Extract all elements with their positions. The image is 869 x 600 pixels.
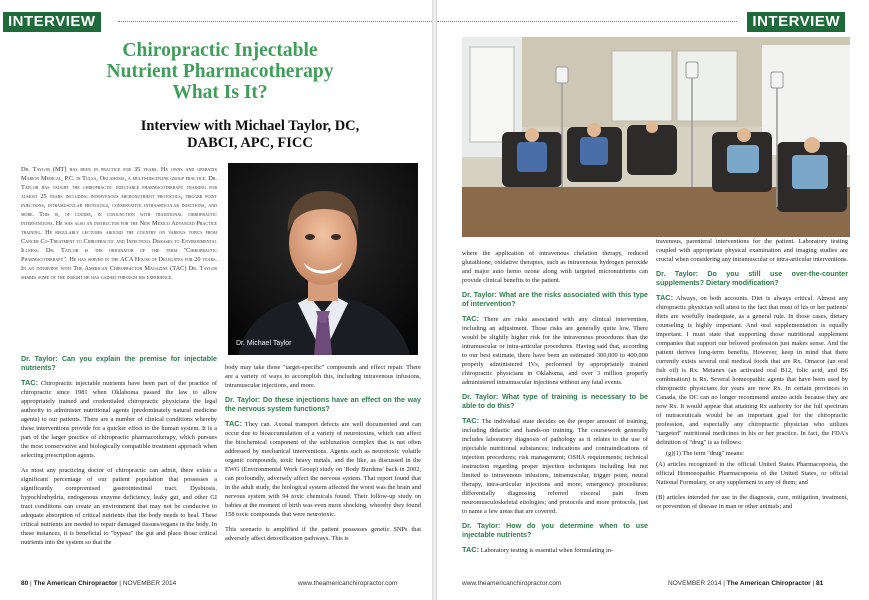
left-column-2 (225, 363, 421, 549)
infusion-room-illustration (462, 37, 850, 237)
portrait-caption: Dr. Michael Taylor (236, 340, 292, 347)
portrait-illustration (228, 163, 418, 355)
footer-left: 80 | The American Chiropractor | NOVEMBER 2014 (21, 580, 177, 587)
tac-label: TAC: (462, 545, 480, 554)
tac-label: TAC: (225, 419, 243, 428)
right-column-1 (462, 249, 648, 561)
title-line-1: Chiropractic Injectable (122, 40, 318, 61)
answer-5-text: Laboratory testing is essential when formulating in- (480, 547, 614, 554)
author-intro: Dr. Taylor (MT) has been in practice for 35 years. He owns and operates Marion Medical, P.C. in Tulsa, Oklahoma, a multi-discipline group practice. Dr. Taylor has taught the chiropractic injectable pharmacotherapy training for almost 25 years including intravenous micronutrient protocols, trigger point injections, intramuscular protocols, conservative intraarticular injections, and more. This is, of course, in conjunction with traditional chiropractic interventions. He was also an instructor for the New Mexico Advanced Practice training. He regularly lectures around the country on various topics from Cancer Co-Treatment to Chiropractic and Infectious Diseases to Environmental Illness. Dr. Taylor is the originator of the term "Chiropractic Pharmacotherapy". He has served in the ACA House of Delegates for 20 years. In an interview with The American Chiropractor Magazine (TAC) Dr. Taylor shares some of the insight he has gained through his experience. (21, 166, 217, 281)
question-4: Dr. Taylor: What type of training is necessary to be able to do this? (462, 393, 648, 410)
tac-label: TAC: (462, 314, 480, 323)
subtitle-line-1: Interview with Michael Taylor, DC, (140, 118, 360, 134)
article-title (60, 40, 380, 103)
answer-2 (225, 419, 421, 519)
paragraph-snps: This scenario is amplified if the patient possesses genetic SNPs that adversely affect detoxification pathways. This is (225, 526, 421, 542)
issue-date-left: NOVEMBER 2014 (122, 580, 177, 587)
answer-2-text: They can. Axonal transport defects are well documented and can occur due to bioaccumulation of a variety of neurotoxins, which can affect the biochemical component of the subluxation complex that is not often addressed by mechanical interventions. Agents such as neurotoxic volatile organic compounds, toxic heavy metals, and the like, as discussed in the EWG (Environmental Work Group) study on 'Body Burdens' back in 2002, can profoundly, adversely affect the nervous system. That report found that in the adult study, the biological system affected the worst was the brain and nervous system with 94 toxic chemicals found. Their follow-up study on babies at the moment of birth was even more shocking, whereby they found 158 toxic compounds that were neurotoxic. (225, 421, 421, 518)
paragraph-chelation: where the application of intravenous chelation therapy, reduced glutathione, oxidative therapies, such as intravenous hydrogen peroxide and major auto hemo ozone along with targeted micronutrients can provide clinical benefits to the patient. (462, 250, 648, 284)
title-line-2: Nutrient Pharmacotherapy (106, 61, 334, 82)
portrait-photo (228, 163, 418, 355)
magazine-name-right: The American Chiropractor (726, 580, 811, 587)
fda-definition-a: (A) articles recognized in the official United States Pharmacopoeia, the official Homoeopathic Pharmacopoeia of the United States, or official National Formulary, or any supplement to any of them; and (656, 461, 848, 486)
answer-4-text: The individual state decides on the proper amount of training, including didactic and hands-on training. The coursework generally includes laboratory diagnosis of pathology as it relates to the use of injectable nutritional substances; indications and contraindications of injection procedures; risk management; OSHA requirements; technical instruction regarding proper injection techniques including but not limited to intravenous infusions, intramuscular, trigger point, neural therapy, intra-articular injections and more; emergency procedures; differentially diagnosing referred visceral pain from neuromusculoskeletal etiologies; and protocols and more protocols, just to name a few areas that are covered. (462, 418, 649, 515)
question-3: Dr. Taylor: What are the risks associated with this type of intervention? (462, 291, 648, 308)
interview-tag-right: INTERVIEW (747, 12, 845, 32)
footer-url-right[interactable]: www.theamericanchiropractor.com (462, 580, 562, 587)
answer-3 (462, 314, 648, 387)
footer-right: NOVEMBER 2014 | The American Chiropractor | 81 (668, 580, 824, 587)
answer-1 (21, 378, 217, 460)
left-page (0, 0, 432, 600)
footer-url-left[interactable]: www.theamericanchiropractor.com (298, 580, 398, 587)
paragraph-repair: body may take those "target-specific" compounds and effect repair. There are a variety of ways to accomplish this, including intravenous infusions, intramuscular injections, and more. (225, 364, 421, 389)
question-5: Dr. Taylor: How do you determine when to use injectable nutrients? (462, 522, 648, 539)
answer-5 (462, 545, 648, 555)
tac-label: TAC: (656, 293, 674, 302)
question-6: Dr. Taylor: Do you still use over-the-counter supplements? Dietary modification? (656, 270, 848, 287)
answer-6 (656, 293, 848, 447)
answer-1-text: Chiropractic injectable nutrients have been part of the practice of chiropractic since 1981 when Oklahoma passed the law to allow appropriately trained and credentialed chiropractic physicians the legal authority to administer nutritional agents (predominately natural medicine agents) to our patients. There are a number of clinical conditions whereby these interventions provide for a quicker effect to the human system. It is a part of the larger practice of chiropractic pharmacotherapy, which pursues the most conservative and biologically compatible treatment approach when selecting prescription agents. (21, 380, 217, 459)
tag-rule-left (118, 21, 432, 22)
title-line-3: What Is It? (172, 82, 268, 103)
fda-definition-intro: (g)(1) The term "drug" means: (666, 450, 744, 457)
tac-label: TAC: (21, 378, 39, 387)
tac-label: TAC: (462, 416, 480, 425)
page-number-left: 80 (21, 580, 29, 587)
paragraph-gut: As most any practicing doctor of chiropractic can admit, there exists a significant percentage of our patient population that possesses a significantly compromised gastrointestinal tract. Dysbiosis, hypochlorhydria, endogenous enzyme deficiency, leaky gut, and other GI tract conditions can create an environment that may not be conducive to adequate absorption of critical nutrients that the body needs to heal. These critical nutrients are needed to repair damaged tissues/organs in the body. In these instances, it is beneficial to "bypass" the gut and place those critical nutrients into the system so that the (21, 467, 217, 546)
question-1: Dr. Taylor: Can you explain the premise for injectable nutrients? (21, 355, 217, 372)
infusion-room-photo (462, 37, 850, 237)
page-number-right: 81 (816, 580, 824, 587)
paragraph-lab-testing: travenous, parenteral interventions for the patient. Laboratory testing coupled with appropriate physical examination and imaging studies are crucial when considering any intramuscular or intra-articular interventions. (656, 238, 849, 263)
answer-6-text: Always, on both accounts. Diet is always critical. Almost any chiropractic physician will attest to the fact that most of his or her patients' diets are woefully inadequate, as a general rule. In those cases, dietary counseling is highly important. And oral supplementation is equally important. I must state that supporting those nutritional supplement companies that support our beloved profession just makes sense. And the patient derives long-term benefits. However, keep in mind that there currently exists several oral medical foods that are Rx. Omacor (an oral fish oil) is Rx. Metanex (an activated oral B12, folic acid, and B6 combination) is Rx. Several homeopathic agents that have been used by chiropractic physicians for years are now Rx. In certain provinces in Canada, the DC can no longer recommend amino acids because they are now Rx. It would appear that attaining Rx authority for the full spectrum of nutraceuticals would be an important goal for the chiropractic profession, and especially any chiropractic physician who utilizes "targeted" nutritional medicines in his or her practice. In fact, the FDA's definition of "drug" is as follows: (656, 295, 848, 446)
right-column-2 (656, 237, 848, 517)
subtitle-line-2: DABCI, APC, FICC (187, 135, 313, 151)
answer-4 (462, 416, 648, 516)
question-2: Dr. Taylor: Do these injections have an effect on the way the nervous system functions? (225, 396, 421, 413)
answer-3-text: There are risks associated with any clinical intervention, including an adjustment. Those risks are generally quite low. There would be slightly higher risk for the intravenous procedures than the intramuscular or intra-articular procedures. Having said that, according to our best estimate, there have been an estimated 300,000 to 400,000 properly administered IVs, performed by appropriately trained chiropractic physicians in Oklahoma, and over 3 million properly administered intramuscular injections without any fatal events. (462, 316, 649, 386)
magazine-name-left: The American Chiropractor (33, 580, 118, 587)
tag-rule-right (437, 21, 737, 22)
left-column-1 (21, 355, 217, 553)
interview-tag-left: INTERVIEW (3, 12, 101, 32)
issue-date-right: NOVEMBER 2014 (668, 580, 722, 587)
article-subtitle (100, 118, 400, 152)
fda-definition-b: (B) articles intended for use in the diagnosis, cure, mitigation, treatment, or prevention of disease in man or other animals; and (656, 494, 848, 510)
